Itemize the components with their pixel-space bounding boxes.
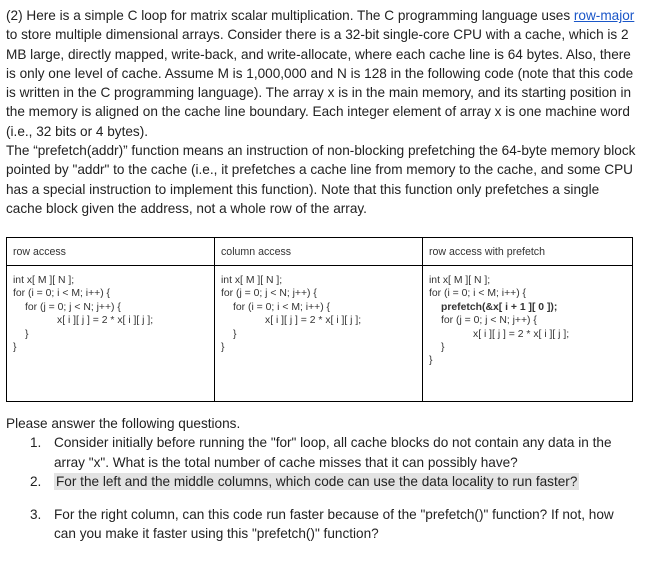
question-number: 2. xyxy=(30,473,42,489)
questions-list xyxy=(6,433,636,543)
prefetch-line: prefetch(&x[ i + 1 ][ 0 ]); xyxy=(441,301,558,313)
code-line: for (j = 0; j < N; j++) { xyxy=(441,315,537,327)
intro-paragraph-2: The “prefetch(addr)” function means an instruction of non-blocking prefetching the 64-byte memory block pointed by "addr" to the cache (i.e., it prefetches a cache line from memory to the cache, and some CPU has a special instruction to implement this function). Note that this function only prefetches a single cache block given the address, not a whole row of the array. xyxy=(6,143,636,216)
header-row-access: row access xyxy=(7,238,215,266)
question-text: For the right column, can this code run faster because of the "prefetch()" function? If not, how can you make it faster using this "prefetch()" function? xyxy=(54,507,614,542)
question-item xyxy=(6,505,636,544)
code-line: for (i = 0; i < M; i++) { xyxy=(13,288,111,300)
question-item xyxy=(6,433,636,472)
code-line: x[ i ][ j ] = 2 * x[ i ][ j ]; xyxy=(57,315,154,327)
intro-text-1: (2) Here is a simple C loop for matrix scalar multiplication. The C programming language uses xyxy=(6,8,574,23)
code-comparison-table xyxy=(6,237,633,402)
code-line: int x[ M ][ N ]; xyxy=(429,275,491,286)
code-line: } xyxy=(13,342,17,354)
code-line: for (j = 0; j < N; j++) { xyxy=(25,301,121,313)
question-item xyxy=(6,472,636,491)
code-line: } xyxy=(441,342,445,354)
code-row-access-prefetch xyxy=(423,266,633,402)
code-line: } xyxy=(233,328,237,340)
header-row-access-prefetch: row access with prefetch xyxy=(423,238,633,266)
intro-text-2: to store multiple dimensional arrays. Consider there is a 32-bit single-core CPU with a cache, which is 2 MB large, directly mapped, write-back, and write-allocate, where each cache line is 64 bytes. Also, there is only one level of cache. Assume M is 1,000,000 and N is 128 in the following code (note that this code is written in the C programming language). The array x is in the main memory, and its starting position in the memory is aligned on the cache line boundary. Each integer element of array x is one machine word (i.e., 32 bits or 4 bytes). xyxy=(6,27,634,139)
code-line: int x[ M ][ N ]; xyxy=(221,275,283,286)
code-line: for (i = 0; i < M; i++) { xyxy=(429,288,527,300)
header-column-access: column access xyxy=(215,238,423,266)
table-header-row xyxy=(7,238,633,266)
code-line: x[ i ][ j ] = 2 * x[ i ][ j ]; xyxy=(265,315,362,327)
table-code-row xyxy=(7,266,633,402)
code-line: int x[ M ][ N ]; xyxy=(13,275,75,286)
question-text: Consider initially before running the "for" loop, all cache blocks do not contain any data in the array "x". What is the total number of cache misses that it can possibly have? xyxy=(54,435,612,470)
intro-paragraph-1 xyxy=(6,6,636,141)
problem-statement xyxy=(6,6,636,218)
question-number: 1. xyxy=(30,435,42,451)
questions-intro: Please answer the following questions. xyxy=(6,416,241,431)
code-line: for (j = 0; j < N; j++) { xyxy=(221,288,317,300)
code-line: } xyxy=(25,328,29,340)
spacer xyxy=(6,491,636,505)
code-column-access xyxy=(215,266,423,402)
question-number: 3. xyxy=(30,507,42,523)
code-line: } xyxy=(429,355,433,367)
code-line: } xyxy=(221,342,225,354)
questions-section xyxy=(6,414,636,544)
question-text-highlighted[interactable]: For the left and the middle columns, which code can use the data locality to run faster? xyxy=(56,473,578,489)
code-line: for (i = 0; i < M; i++) { xyxy=(233,301,331,313)
code-line: x[ i ][ j ] = 2 * x[ i ][ j ]; xyxy=(473,328,570,340)
row-major-link[interactable]: row-major xyxy=(573,8,635,23)
code-row-access xyxy=(7,266,215,402)
